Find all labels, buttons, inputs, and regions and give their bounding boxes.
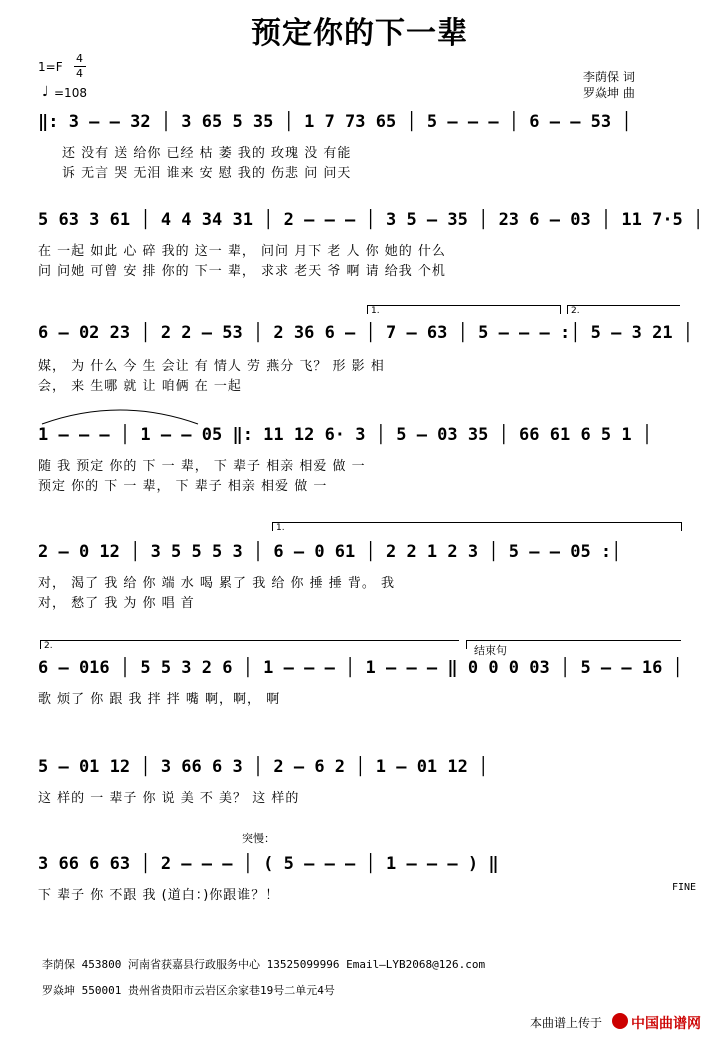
footer-contact-composer: 罗焱坤 550001 贵州省贵阳市云岩区余家巷19号二单元4号 bbox=[42, 984, 335, 997]
notation-line: 5 – 01 12 │ 3 66 6 3 │ 2 – 6 2 │ 1 – 01 12 │ bbox=[38, 757, 489, 777]
lyrics-verse-2: 对， 愁了 我 为 你 唱 首 bbox=[38, 596, 195, 611]
lyrics-verse-2: 会， 来 生哪 就 让 咱俩 在 一起 bbox=[38, 379, 242, 394]
notation-line: 2 – 0 12 │ 3 5 5 5 3 │ 6 – 0 61 │ 2 2 1 2 3 │ 5 – – 05 :│ bbox=[38, 542, 622, 562]
lyrics-verse-2: 问 问她 可曾 安 排 你的 下一 辈， 求求 老天 爷 啊 请 给我 个机 bbox=[38, 264, 446, 279]
lyrics-verse-1: 歌 烦了 你 跟 我 拌 拌 嘴 啊，啊， 啊 bbox=[38, 692, 281, 707]
notation-line: 3 66 6 63 │ 2 – – – │ ( 5 – – – │ 1 – – – ) ‖ bbox=[38, 854, 499, 874]
lyrics-verse-1: 媒， 为 什么 今 生 会让 有 情人 劳 燕分 飞？ 形 影 相 bbox=[38, 359, 385, 374]
volta-bracket-2b bbox=[40, 640, 459, 649]
upload-note: 本曲谱上传于 bbox=[530, 1016, 603, 1030]
page-title: 预定你的下一辈 bbox=[251, 16, 468, 51]
lyrics-verse-1: 这 样的 一 辈子 你 说 美 不 美？ 这 样的 bbox=[38, 791, 300, 806]
volta-label-1: 1. bbox=[371, 306, 380, 316]
lyrics-verse-2: 诉 无言 哭 无泪 谁来 安 慰 我的 伤悲 问 问天 bbox=[62, 166, 352, 181]
volta-label-2: 2. bbox=[571, 306, 580, 316]
notation-line: 6 – 02 23 │ 2 2 – 53 │ 2 36 6 – │ 7 – 63 │ 5 – – – :│ 5 – 3 21 │ bbox=[38, 323, 694, 343]
lyrics-verse-1: 对， 渴了 我 给 你 端 水 喝 累了 我 给 你 捶 捶 背。 我 bbox=[38, 576, 395, 591]
lyricist-credit: 李荫保 词 bbox=[583, 70, 635, 84]
composer-credit: 罗焱坤 曲 bbox=[583, 86, 635, 100]
lyrics-verse-1: 在 一起 如此 心 碎 我的 这一 辈， 问问 月下 老 人 你 她的 什么 bbox=[38, 244, 446, 259]
lyrics-verse-2: 预定 你的 下 一 辈， 下 辈子 相亲 相爱 做 一 bbox=[38, 479, 328, 494]
site-logo: 中国曲谱网 bbox=[631, 1016, 701, 1032]
volta-bracket-2 bbox=[567, 305, 680, 314]
fine-marking: FINE bbox=[672, 882, 697, 893]
footer-contact-lyricist: 李荫保 453800 河南省获嘉县行政服务中心 13525099996 Email—LYB2068@126.com bbox=[42, 958, 486, 971]
lyrics-verse-1: 下 辈子 你 不跟 我 (道白：)你跟谁？！ bbox=[38, 888, 280, 903]
site-logo-icon bbox=[612, 1013, 628, 1029]
ending-label: 结束句 bbox=[474, 644, 507, 657]
tie-arc bbox=[40, 402, 200, 426]
notation-line: 6 – 016 │ 5 5 3 2 6 │ 1 – – – │ 1 – – – ‖ 0 0 0 03 │ 5 – – 16 │ bbox=[38, 658, 683, 678]
lyrics-verse-1: 随 我 预定 你的 下 一 辈， 下 辈子 相亲 相爱 做 一 bbox=[38, 459, 366, 474]
time-signature-top: 4 bbox=[76, 52, 83, 65]
volta-bracket-1 bbox=[367, 305, 561, 314]
volta-label-1b: 1. bbox=[276, 523, 285, 533]
key-signature: 1=F bbox=[38, 60, 63, 74]
lyrics-verse-1: 还 没有 送 给你 已经 枯 萎 我的 玫瑰 没 有能 bbox=[62, 146, 352, 161]
slow-down-marking: 突慢： bbox=[242, 832, 275, 845]
volta-label-2b: 2. bbox=[44, 641, 53, 651]
volta-bracket-1b bbox=[272, 522, 682, 531]
notation-line: 5 63 3 61 │ 4 4 34 31 │ 2 – – – │ 3 5 – 35 │ 23 6 – 03 │ 11 7·5 │ bbox=[38, 210, 704, 230]
notation-line: ‖: 3 – – 32 │ 3 65 5 35 │ 1 7 73 65 │ 5 – – – │ 6 – – 53 │ bbox=[38, 112, 632, 132]
time-signature-bottom: 4 bbox=[76, 67, 83, 80]
tempo-marking: =108 bbox=[54, 86, 87, 100]
quarter-note-icon: ♩ bbox=[42, 84, 49, 100]
notation-line: 1 – – – │ 1 – – 05 ‖: 11 12 6· 3 │ 5 – 03 35 │ 66 61 6 5 1 │ bbox=[38, 425, 653, 445]
